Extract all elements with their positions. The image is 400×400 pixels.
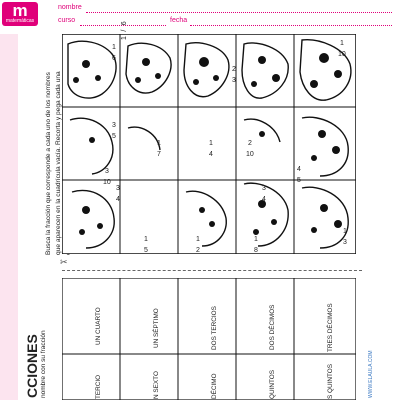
fraction-den: 4: [262, 196, 266, 203]
answer-grid: [62, 278, 356, 400]
worksheet-header: [0, 0, 400, 30]
fraction-value: 1: [121, 36, 128, 40]
fraction-num: 3: [116, 185, 120, 192]
puzzle-grid: 1 / 6: [62, 34, 356, 254]
logo-letter: m: [12, 1, 28, 20]
fraction-num: 1: [340, 40, 344, 47]
answer-grid-lines: [62, 278, 356, 400]
answer-label: UN SÉPTIMO: [153, 308, 160, 348]
answer-label: TRES DÉCIMOS: [327, 303, 334, 352]
answer-subtitle: nombre con su fracción: [40, 330, 47, 398]
instruction-line-1: Busca la fracción que corresponde a cada uno de los nombres: [45, 72, 52, 255]
fraction-num: 1: [254, 236, 258, 243]
fraction-value: 6: [121, 21, 128, 26]
answer-label: DOS TERCIOS: [211, 306, 218, 350]
fraction-num: 2: [248, 140, 252, 147]
fraction-den: 5: [144, 247, 148, 254]
fraction-den: 5: [112, 133, 116, 140]
fraction-den: 10: [338, 51, 346, 58]
curso-label: curso: [58, 17, 76, 24]
fraction-num: 3: [262, 185, 266, 192]
instruction-line-2: que aparecen en la cuadrícula vacía. Recorta y pega cada una: [55, 71, 62, 255]
fraction-den: 3: [343, 239, 347, 246]
answer-label: TERCIO: [95, 374, 102, 399]
fraction-num: 1: [343, 228, 347, 235]
fraction-den: 4: [116, 196, 120, 203]
publisher-logo: [2, 2, 38, 26]
fraction-den: 5: [297, 177, 301, 184]
answer-label: UN CUARTO: [95, 307, 102, 345]
fraction-den: 2: [196, 247, 200, 254]
scissors-icon: ✂: [60, 258, 68, 268]
fecha-field[interactable]: [190, 25, 392, 26]
fraction-num: 3: [105, 168, 109, 175]
fraction-num: 2: [232, 66, 236, 73]
fraction-num: 1: [157, 140, 161, 147]
nombre-field[interactable]: [86, 12, 392, 13]
fraction-num: 1: [209, 140, 213, 147]
answer-title: CCIONES: [24, 334, 40, 398]
fraction-num: 4: [297, 166, 301, 173]
fraction-den: 6: [112, 55, 116, 62]
fecha-label: fecha: [170, 17, 188, 24]
left-margin-strip: [0, 34, 18, 400]
fraction-den: 10: [103, 179, 111, 186]
fraction-num: 1: [144, 236, 148, 243]
fraction-num: 1: [196, 236, 200, 243]
fraction-num: 3: [112, 122, 116, 129]
footer-url[interactable]: WWW.ELAULA.COM: [368, 350, 374, 398]
nombre-label: nombre: [58, 4, 82, 11]
fraction-den: 4: [209, 151, 213, 158]
fraction-den: 3: [232, 77, 236, 84]
answer-label: DOS DÉCIMOS: [269, 304, 276, 350]
fraction-den: 10: [246, 151, 254, 158]
answer-label: DÉCIMO: [211, 373, 218, 399]
fraction-den: 7: [157, 151, 161, 158]
logo-subtitle: matemáticas: [5, 18, 35, 24]
answer-label: S QUINTOS: [327, 363, 334, 399]
fraction-num: 1: [112, 44, 116, 51]
fraction-den: 8: [254, 247, 258, 254]
answer-label: QUINTOS: [269, 370, 276, 399]
answer-label: N SEXTO: [153, 371, 160, 399]
